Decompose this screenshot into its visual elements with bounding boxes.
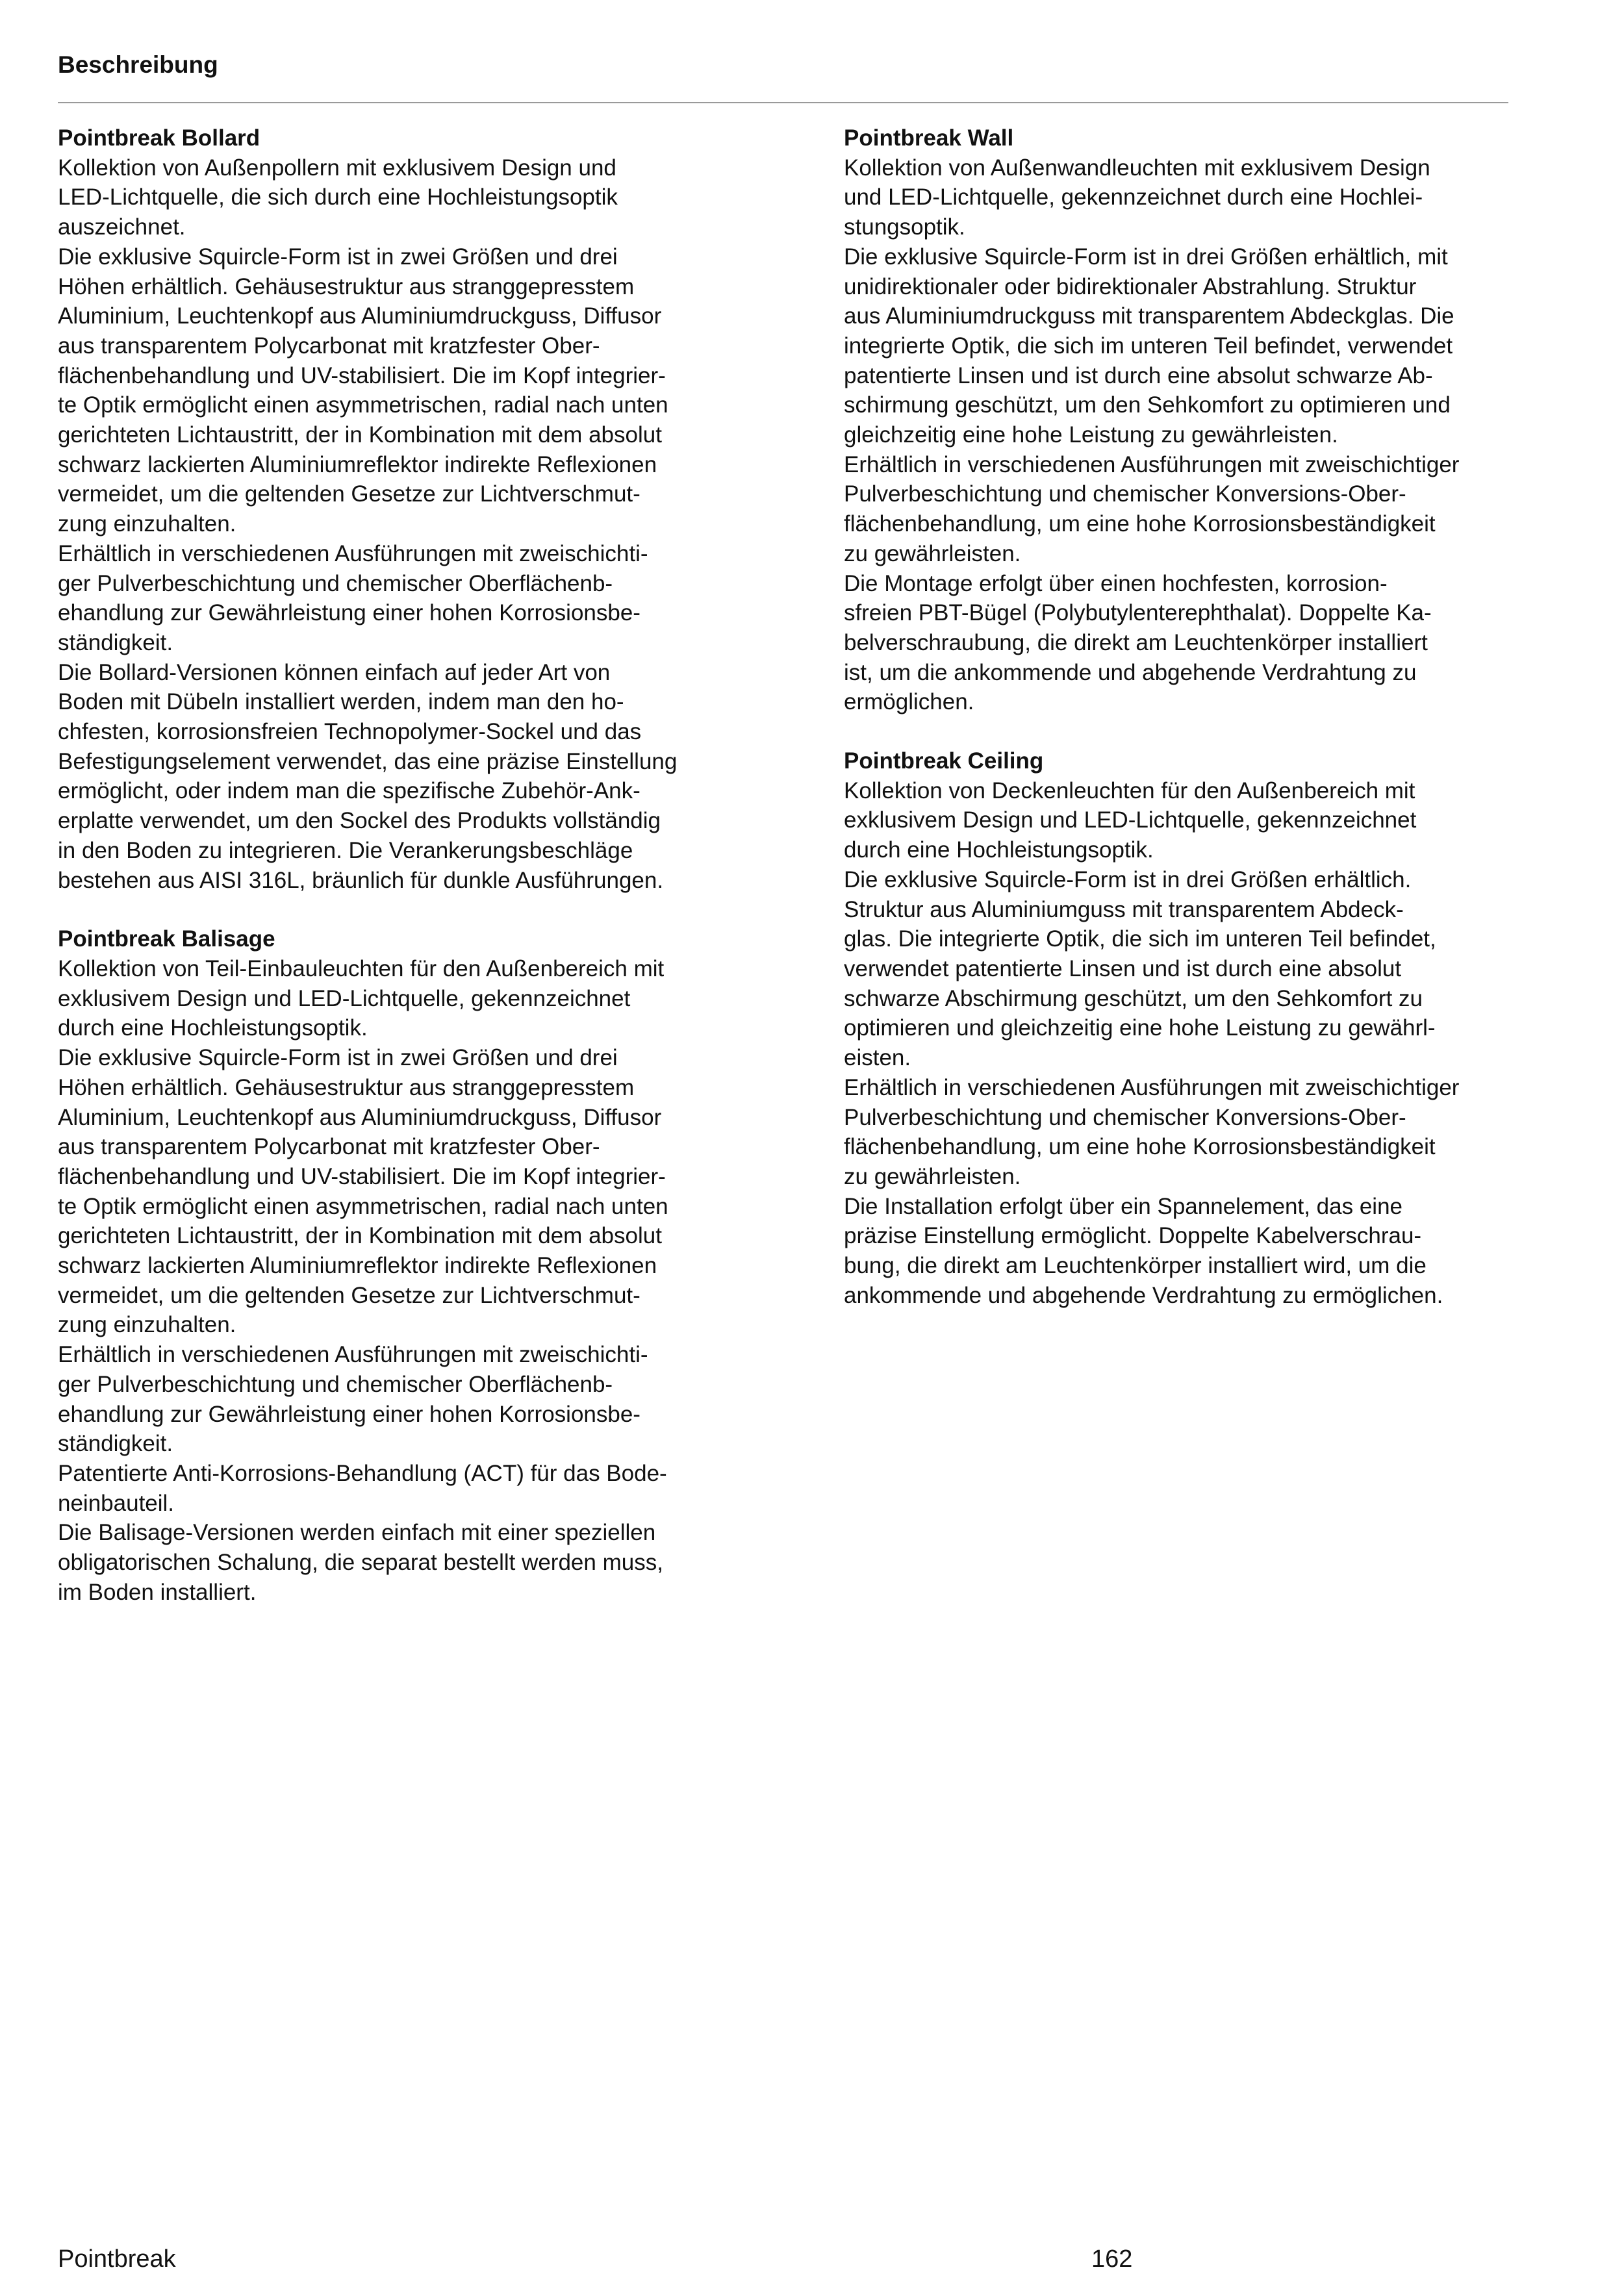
paragraph: Die exklusive Squircle-Form ist in zwei Größen und drei Höhen erhältlich. Gehäusestruktur aus stranggepresstem Aluminium, Leuchtenkopf aus Aluminiumdruckguss, Diffusor aus transparentem Polycarbonat mit kratzfester Ober- flächenbehandlung und UV-stabilisiert. Die im Kopf integrier- te Optik ermöglicht einen asymmetrischen, radial nach unten gerichteten Lichtaustritt, der in Kombination mit dem absolut schwarz lackierten Aluminiumreflektor indirekte Reflexionen vermeidet, um die geltenden Gesetze zur Lichtverschmut- zung einzuhalten. xyxy=(58,1045,668,1338)
page-number: 162 xyxy=(1091,2245,1133,2273)
paragraph: Kollektion von Teil-Einbauleuchten für den Außenbereich mit exklusivem Design und LED-Lichtquelle, gekennzeichnet durch eine Hochleistungsoptik. xyxy=(58,955,665,1041)
paragraph: Die exklusive Squircle-Form ist in zwei Größen und drei Höhen erhältlich. Gehäusestruktur aus stranggepresstem Aluminium, Leuchtenkopf aus Aluminiumdruckguss, Diffusor aus transparentem Polycarbonat mit kratzfester Ober- flächenbehandlung und UV-stabilisiert. Die im Kopf integrier- te Optik ermöglicht einen asymmetrischen, radial nach unten gerichteten Lichtaustritt, der in Kombination mit dem absolut schwarz lackierten Aluminiumreflektor indirekte Reflexionen vermeidet, um die geltenden Gesetze zur Lichtverschmut- zung einzuhalten. xyxy=(58,244,668,537)
paragraph: Patentierte Anti-Korrosions-Behandlung (ACT) für das Bode- neinbauteil. xyxy=(58,1460,667,1516)
page-title: Beschreibung xyxy=(58,51,218,78)
paragraph: Die Montage erfolgt über einen hochfesten, korrosion- sfreien PBT-Bügel (Polybutylenterephthalat). Doppelte Ka- belverschraubung, die direkt am Leuchtenkörper installiert ist, um die ankommende und abgehende Verdrahtung zu ermöglichen. xyxy=(844,570,1432,715)
paragraph: Die Bollard-Versionen können einfach auf jeder Art von Boden mit Dübeln installiert werden, indem man den ho- chfesten, korrosionsfreien Technopolymer-Sockel und das Befestigungselement verwendet, das eine präzise Einstellung ermöglicht, oder indem man die spezifische Zubehör-Ank- erplatte verwendet, um den Sockel des Produkts vollständig in den Boden zu integrieren. Die Verankerungsbeschläge bestehen aus AISI 316L, bräunlich für dunkle Ausführungen. xyxy=(58,659,678,893)
paragraph: Die exklusive Squircle-Form ist in drei Größen erhältlich. Struktur aus Aluminiumguss mit transparentem Abdeck- glas. Die integrierte Optik, die sich im unteren Teil befindet, verwendet patentierte Linsen und ist durch eine absolut schwarze Abschirmung geschützt, um den Sehkomfort zu optimieren und gleichzeitig eine hohe Leistung zu gewährl- eisten. xyxy=(844,866,1436,1071)
paragraph: Die Installation erfolgt über ein Spannelement, das eine präzise Einstellung ermöglicht. Doppelte Kabelverschrau- bung, die direkt am Leuchtenkörper installiert wird, um die ankommende und abgehende Verdrahtung zu ermöglichen. xyxy=(844,1193,1443,1308)
paragraph: Erhältlich in verschiedenen Ausführungen mit zweischichti- ger Pulverbeschichtung und chemischer Oberflächenb- ehandlung zur Gewährleistung einer hohen Korrosionsbe- ständigkeit. xyxy=(58,540,648,655)
section-title: Pointbreak Wall xyxy=(844,125,1014,151)
paragraph: Erhältlich in verschiedenen Ausführungen mit zweischichtiger Pulverbeschichtung und chemischer Konversions-Ober- flächenbehandlung, um eine hohe Korrosionsbeständigkeit zu gewährleisten. xyxy=(844,1074,1460,1189)
section-title: Pointbreak Bollard xyxy=(58,125,260,151)
section-title: Pointbreak Ceiling xyxy=(844,748,1044,774)
section-title: Pointbreak Balisage xyxy=(58,926,275,952)
paragraph: Die Balisage-Versionen werden einfach mit einer speziellen obligatorischen Schalung, die separat bestellt werden muss, im Boden installiert. xyxy=(58,1520,663,1605)
paragraph: Kollektion von Außenpollern mit exklusivem Design und LED-Lichtquelle, die sich durch eine Hochleistungsoptik auszeichnet. xyxy=(58,155,618,240)
left-column xyxy=(58,123,730,1636)
paragraph: Erhältlich in verschiedenen Ausführungen mit zweischichtiger Pulverbeschichtung und chemischer Konversions-Ober- flächenbehandlung, um eine hohe Korrosionsbeständigkeit zu gewährleisten. xyxy=(844,451,1460,566)
paragraph: Kollektion von Deckenleuchten für den Außenbereich mit exklusivem Design und LED-Lichtquelle, gekennzeichnet durch eine Hochleistungsoptik. xyxy=(844,777,1417,863)
section-wall xyxy=(844,123,1516,717)
section-ceiling xyxy=(844,746,1516,1310)
paragraph: Die exklusive Squircle-Form ist in drei Größen erhältlich, mit unidirektionaler oder bidirektionaler Abstrahlung. Struktur aus Aluminiumdruckguss mit transparentem Abdeckglas. Die integrierte Optik, die sich im unteren Teil befindet, verwendet patentierte Linsen und ist durch eine absolut schwarze Ab- schirmung geschützt, um den Sehkomfort zu optimieren und gleichzeitig eine hohe Leistung zu gewährleisten. xyxy=(844,244,1454,448)
section-balisage xyxy=(58,924,730,1607)
paragraph: Erhältlich in verschiedenen Ausführungen mit zweischichti- ger Pulverbeschichtung und chemischer Oberflächenb- ehandlung zur Gewährleistung einer hohen Korrosionsbe- ständigkeit. xyxy=(58,1342,648,1457)
right-column xyxy=(844,123,1516,1339)
paragraph: Kollektion von Außenwandleuchten mit exklusivem Design und LED-Lichtquelle, gekennzeichnet durch eine Hochlei- stungsoptik. xyxy=(844,155,1430,240)
footer-brand: Pointbreak xyxy=(58,2245,176,2273)
section-bollard xyxy=(58,123,730,895)
header-divider xyxy=(58,102,1508,103)
